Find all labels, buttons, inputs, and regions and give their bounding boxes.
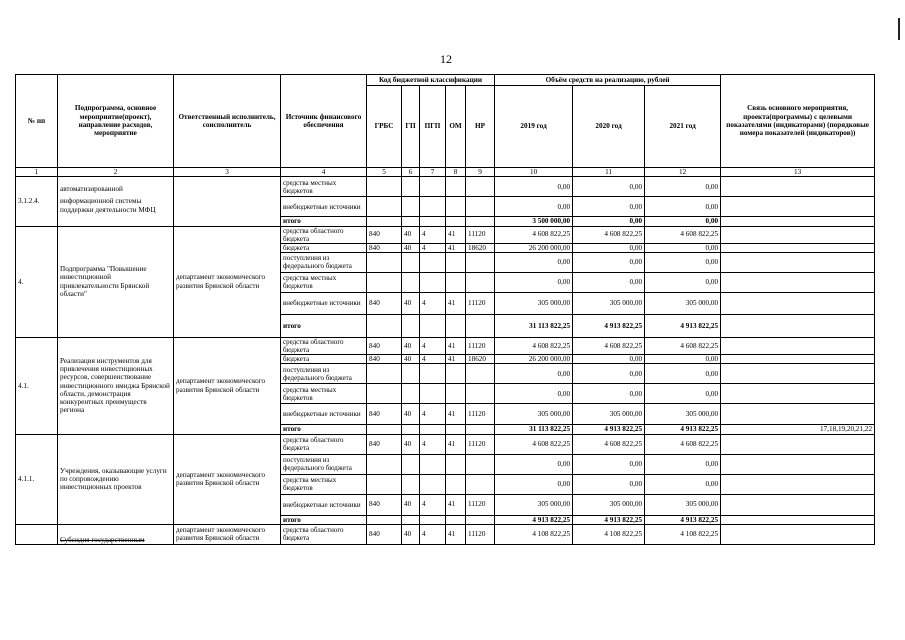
- total-2020: 4 913 822,25: [573, 314, 645, 337]
- value-2021: 305 000,00: [645, 404, 721, 425]
- source-federal: поступления из федерального бюджета: [281, 252, 367, 272]
- header-source: Источник финансового обеспечения: [281, 75, 367, 168]
- budget-table: [15, 74, 875, 545]
- header-2019: 2019 год: [495, 86, 573, 168]
- value-2020: 0,00: [573, 384, 645, 404]
- value-2020: 4 608 822,25: [573, 337, 645, 354]
- value-2021: 0,00: [645, 364, 721, 384]
- header-budget-code: Код бюджетной классификации: [367, 75, 495, 86]
- margin-bar: [898, 18, 900, 40]
- value-2021: 4 608 822,25: [645, 226, 721, 243]
- code-nr: 11120: [466, 337, 495, 354]
- colnum: 1: [16, 168, 58, 177]
- source-local: средства местных бюджетов: [281, 384, 367, 404]
- value-2020: 305 000,00: [573, 404, 645, 425]
- code-om: 41: [446, 226, 466, 243]
- source-total: итого: [281, 314, 367, 337]
- code-gp: 40: [402, 337, 420, 354]
- source-regional: средства областного бюджета: [281, 226, 367, 243]
- value-2019: 0,00: [495, 252, 573, 272]
- code-nr: 18620: [466, 243, 495, 252]
- code-gp: 40: [402, 292, 420, 314]
- indicator-link: 17,18,19,20,21,22: [721, 425, 875, 434]
- source-budget: бюджета: [281, 355, 367, 364]
- value-2019: 305 000,00: [495, 404, 573, 425]
- code-nr: 11120: [466, 292, 495, 314]
- code-om: 41: [446, 434, 466, 454]
- measure-name-clipped: Субсидия государственным: [60, 535, 145, 544]
- value-2021: 0,00: [645, 384, 721, 404]
- source-total: итого: [281, 515, 367, 524]
- code-nr: 11120: [466, 404, 495, 425]
- colnum: 6: [402, 168, 420, 177]
- row-number: [16, 524, 58, 544]
- header-grbs: ГРБС: [367, 86, 402, 168]
- value-2020: 0,00: [573, 197, 645, 217]
- code-gp: 40: [402, 243, 420, 252]
- executor: департамент экономического развития Брянской области: [174, 524, 281, 544]
- code-nr: 11120: [466, 434, 495, 454]
- measure-name: Подпрограмма "Повышение инвестиционной привлекательности Брянской области": [58, 226, 174, 337]
- code-om: 41: [446, 524, 466, 544]
- measure-name-clipped: автоматизированной: [60, 185, 123, 193]
- value-2020: 0,00: [573, 243, 645, 252]
- colnum: 7: [420, 168, 446, 177]
- code-grbs: 840: [367, 355, 402, 364]
- header-executor: Ответственный исполнитель, соисполнитель: [174, 75, 281, 168]
- header-2021: 2021 год: [645, 86, 721, 168]
- total-2020: 4 913 822,25: [573, 515, 645, 524]
- value-2020: 0,00: [573, 252, 645, 272]
- source-regional: средства областного бюджета: [281, 434, 367, 454]
- code-pgp: 4: [420, 524, 446, 544]
- row-number: 4.: [16, 226, 58, 337]
- source-federal: поступления из федерального бюджета: [281, 364, 367, 384]
- header-measure: Подпрограмма, основное мероприятие(проект), направление расходов, мероприятие: [58, 75, 174, 168]
- total-2019: 31 113 822,25: [495, 425, 573, 434]
- value-2019: 305 000,00: [495, 292, 573, 314]
- value-2020: 0,00: [573, 474, 645, 494]
- value-2021: 0,00: [645, 177, 721, 197]
- measure-name-text: информационной системы поддержки деятельности МФЦ: [60, 197, 156, 214]
- value-2019: 26 200 000,00: [495, 355, 573, 364]
- code-gp: 40: [402, 434, 420, 454]
- code-pgp: 4: [420, 404, 446, 425]
- total-2019: 3 500 000,00: [495, 217, 573, 226]
- source-budget: бюджета: [281, 243, 367, 252]
- source-regional: средства областного бюджета: [281, 524, 367, 544]
- measure-name: [58, 177, 174, 226]
- code-grbs: 840: [367, 494, 402, 515]
- total-2019: 31 113 822,25: [495, 314, 573, 337]
- value-2019: 4 608 822,25: [495, 337, 573, 354]
- total-2021: 0,00: [645, 217, 721, 226]
- value-2021: 4 608 822,25: [645, 337, 721, 354]
- value-2019: 305 000,00: [495, 494, 573, 515]
- value-2019: 4 608 822,25: [495, 226, 573, 243]
- value-2020: 305 000,00: [573, 494, 645, 515]
- code-grbs: 840: [367, 243, 402, 252]
- value-2021: 0,00: [645, 474, 721, 494]
- value-2021: 0,00: [645, 355, 721, 364]
- value-2019: 0,00: [495, 384, 573, 404]
- colnum: 9: [466, 168, 495, 177]
- code-nr: 11120: [466, 524, 495, 544]
- value-2020: 305 000,00: [573, 292, 645, 314]
- value-2021: 0,00: [645, 243, 721, 252]
- total-2021: 4 913 822,25: [645, 515, 721, 524]
- measure-name: Учреждения, оказывающие услуги по сопровождению инвестиционных проектов: [58, 434, 174, 524]
- code-om: 41: [446, 292, 466, 314]
- code-pgp: 4: [420, 337, 446, 354]
- source-extra: внебюджетные источники: [281, 404, 367, 425]
- header-2020: 2020 год: [573, 86, 645, 168]
- colnum: 12: [645, 168, 721, 177]
- source-local: средства местных бюджетов: [281, 272, 367, 292]
- value-2019: 0,00: [495, 272, 573, 292]
- source-total: итого: [281, 425, 367, 434]
- header-gp: ГП: [402, 86, 420, 168]
- code-pgp: 4: [420, 243, 446, 252]
- executor: департамент экономического развития Брянской области: [174, 337, 281, 434]
- code-pgp: 4: [420, 226, 446, 243]
- code-nr: 11120: [466, 226, 495, 243]
- header-pgp: ПГП: [420, 86, 446, 168]
- source-total: итого: [281, 217, 367, 226]
- code-grbs: 840: [367, 292, 402, 314]
- code-gp: 40: [402, 494, 420, 515]
- value-2021: 305 000,00: [645, 292, 721, 314]
- page-number: 12: [440, 52, 452, 66]
- value-2020: 0,00: [573, 364, 645, 384]
- code-grbs: 840: [367, 434, 402, 454]
- colnum: 3: [174, 168, 281, 177]
- total-2021: 4 913 822,25: [645, 425, 721, 434]
- value-2021: 4 108 822,25: [645, 524, 721, 544]
- code-om: 41: [446, 404, 466, 425]
- value-2021: 0,00: [645, 252, 721, 272]
- value-2021: 0,00: [645, 197, 721, 217]
- colnum: 8: [446, 168, 466, 177]
- value-2021: 4 608 822,25: [645, 434, 721, 454]
- code-nr: 18620: [466, 355, 495, 364]
- value-2020: 0,00: [573, 355, 645, 364]
- row-number: 4.1.1.: [16, 434, 58, 524]
- code-om: 41: [446, 355, 466, 364]
- executor: [174, 177, 281, 226]
- code-gp: 40: [402, 355, 420, 364]
- value-2020: 4 608 822,25: [573, 226, 645, 243]
- source-federal: поступления из федерального бюджета: [281, 454, 367, 474]
- value-2020: 0,00: [573, 272, 645, 292]
- header-num: № пп: [16, 75, 58, 168]
- code-nr: 11120: [466, 494, 495, 515]
- value-2020: 4 108 822,25: [573, 524, 645, 544]
- source-local: средства местных бюджетов: [281, 177, 367, 197]
- value-2021: 0,00: [645, 272, 721, 292]
- value-2020: 4 608 822,25: [573, 434, 645, 454]
- source-extra: внебюджетные источники: [281, 292, 367, 314]
- value-2019: 4 108 822,25: [495, 524, 573, 544]
- colnum: 2: [58, 168, 174, 177]
- colnum: 13: [721, 168, 875, 177]
- value-2019: 0,00: [495, 454, 573, 474]
- source-regional: средства областного бюджета: [281, 337, 367, 354]
- code-om: 41: [446, 243, 466, 252]
- colnum: 4: [281, 168, 367, 177]
- value-2020: 0,00: [573, 454, 645, 474]
- value-2019: 0,00: [495, 177, 573, 197]
- value-2020: 0,00: [573, 177, 645, 197]
- source-local: средства местных бюджетов: [281, 474, 367, 494]
- total-2020: 4 913 822,25: [573, 425, 645, 434]
- code-grbs: 840: [367, 404, 402, 425]
- header-nr: НР: [466, 86, 495, 168]
- measure-name: Реализация инструментов для привлечения инвестиционных ресурсов, совершенствование инвестиционного имиджа Брянской области, демонстрация конкурентных преимуществ региона: [58, 337, 174, 434]
- value-2019: 0,00: [495, 474, 573, 494]
- total-2021: 4 913 822,25: [645, 314, 721, 337]
- code-pgp: 4: [420, 355, 446, 364]
- total-2019: 4 913 822,25: [495, 515, 573, 524]
- code-grbs: 840: [367, 226, 402, 243]
- code-grbs: 840: [367, 337, 402, 354]
- value-2019: 4 608 822,25: [495, 434, 573, 454]
- executor: департамент экономического развития Брянской области: [174, 434, 281, 524]
- header-link: Связь основного мероприятия, проекта(программы) с целевыми показателями (индикаторами) (порядковые номера показателей (индикаторов)): [721, 75, 875, 168]
- header-funds: Объём средств на реализацию, рублей: [495, 75, 721, 86]
- code-pgp: 4: [420, 292, 446, 314]
- code-pgp: 4: [420, 494, 446, 515]
- code-om: 41: [446, 494, 466, 515]
- row-number: 4.1.: [16, 337, 58, 434]
- total-2020: 0,00: [573, 217, 645, 226]
- value-2021: 305 000,00: [645, 494, 721, 515]
- measure-name: [58, 524, 174, 544]
- code-om: 41: [446, 337, 466, 354]
- header-om: ОМ: [446, 86, 466, 168]
- code-pgp: 4: [420, 434, 446, 454]
- colnum: 10: [495, 168, 573, 177]
- row-number: 3.1.2.4.: [16, 177, 58, 226]
- code-grbs: 840: [367, 524, 402, 544]
- value-2021: 0,00: [645, 454, 721, 474]
- code-gp: 40: [402, 226, 420, 243]
- source-extra: внебюджетные источники: [281, 494, 367, 515]
- value-2019: 26 200 000,00: [495, 243, 573, 252]
- value-2019: 0,00: [495, 197, 573, 217]
- code-gp: 40: [402, 404, 420, 425]
- value-2019: 0,00: [495, 364, 573, 384]
- colnum: 11: [573, 168, 645, 177]
- code-gp: 40: [402, 524, 420, 544]
- colnum: 5: [367, 168, 402, 177]
- source-extra: внебюджетные источники: [281, 197, 367, 217]
- executor: департамент экономического развития Брянской области: [174, 226, 281, 337]
